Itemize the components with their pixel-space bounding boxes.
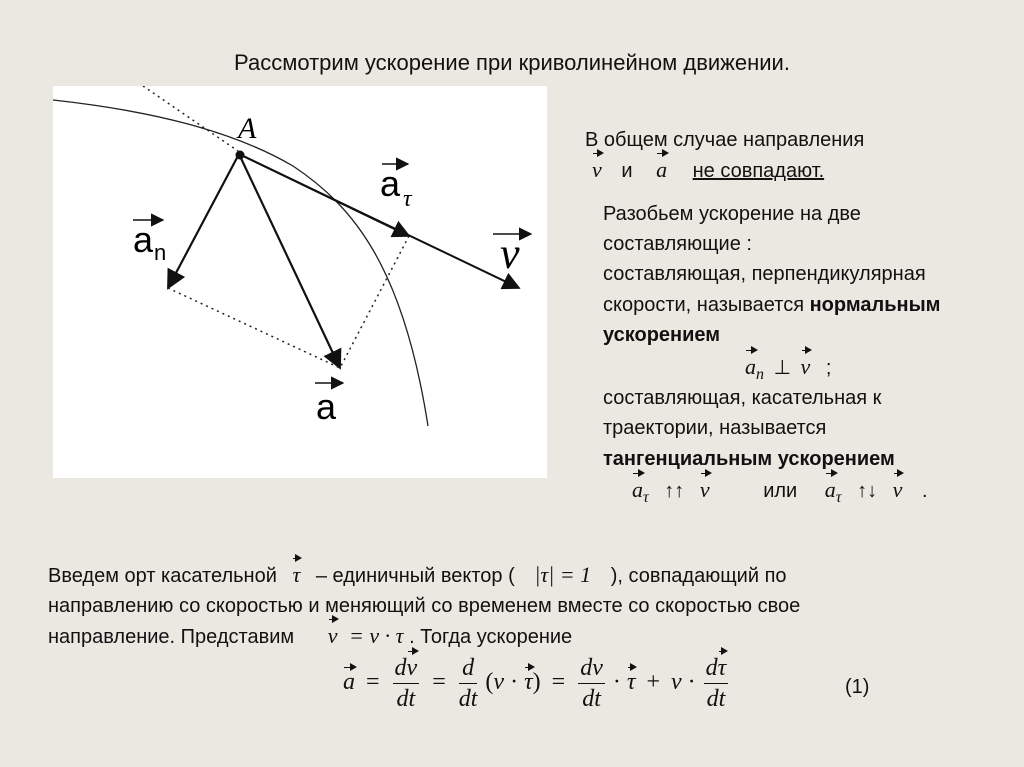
diagram-svg [53,86,547,478]
f-cdot2: · [612,669,621,696]
bottom-line2: направлению со скоростью и меняющий со временем вместе со скоростью свое [48,595,801,617]
f-dt4: dt [706,686,726,712]
f-tau1: τ [524,669,533,696]
f-eq2: = [432,669,446,696]
p2-line1: Разобьем ускорение на две [603,203,861,225]
p1-a-symbol: a [656,155,667,185]
label-point-a: A [238,112,257,145]
f-d4: d [705,655,718,681]
l3a: направление. Представим [48,626,295,648]
p3-normal-bold: нормальным [809,294,941,316]
f-v4: v [671,669,682,696]
point-a [236,151,245,160]
f-v3: v [592,655,603,681]
bottom-line3 [48,621,572,652]
acceleration-formula [343,653,730,714]
f-v1: v [406,655,418,681]
l1a: Введем орт касательной [48,565,277,587]
l3-v-vec: v [328,621,338,651]
anti-symbol: ↑↓ [857,480,878,502]
tangential-relations [632,475,928,513]
at-sub-1: τ [643,489,649,506]
f-frac1 [393,653,420,714]
perp-symbol: ⊥ [773,357,791,379]
f-frac3 [578,653,605,714]
p4-line1: составляющая, касательная к [603,387,882,409]
f-dt2: dt [458,686,478,712]
f-dt3: dt [582,686,601,712]
label-a-tau: a [380,163,401,204]
f-d1: d [394,655,407,681]
p3-line2 [603,290,940,320]
end-dot: . [921,480,928,502]
formula-number: (1) [845,676,870,698]
an-sub: n [756,366,764,383]
p3-line1: составляющая, перпендикулярная [603,263,926,285]
label-a-tau-sub: τ [403,186,412,212]
f-v2: v [493,669,505,696]
p2-line2: составляющие : [603,233,752,255]
f-cdot1: · [510,669,519,696]
label-a: a [316,386,337,427]
v-symbol: v [801,352,811,382]
f-a: a [343,669,355,696]
acceleration-diagram [53,86,547,478]
p4-line2: траектории, называется [603,417,827,439]
at-sub-2: τ [835,489,842,506]
an-symbol: a [745,352,756,382]
f-tau2: τ [626,669,636,696]
f-paren-close: ) [532,669,541,696]
p1-end: не совпадают. [692,160,825,182]
at-symbol-2: a [825,475,836,505]
f-d2: d [459,653,478,684]
f-eq3: = [551,669,566,696]
p1-and: и [621,160,633,182]
f-frac4 [704,653,729,714]
l1c: ), совпадающий по [610,565,787,587]
l3-expr-rest: = v · τ [349,623,404,648]
f-dt1: dt [396,686,416,712]
bottom-line1 [48,560,787,591]
f-tau3: τ [717,655,727,681]
or-word: или [763,480,798,502]
dotted-side-2 [340,236,409,368]
l1b: – единичный вектор ( [315,565,515,587]
p3-line2a: скорости, называется [603,294,810,316]
tangent-dotted [143,86,238,151]
f-d3: d [580,655,593,681]
f-cdot3: · [687,669,696,696]
normal-vector [168,154,239,288]
at-symbol-1: a [632,475,643,505]
p1-line2 [592,155,824,186]
p3-line3: ускорением [603,324,721,346]
semicolon: ; [825,357,832,379]
tau-symbol: τ [292,560,300,590]
l3b: . Тогда ускорение [409,626,573,648]
abs-tau-expr: |τ| = 1 [534,562,592,587]
trajectory-curve [53,100,428,426]
v-symbol-2: v [700,475,710,505]
p1-line1: В общем случае направления [585,129,865,151]
slide-title: Рассмотрим ускорение при криволинейном движении. [234,50,790,75]
label-v: v [500,229,520,278]
f-paren-open: ( [485,669,494,696]
parallel-symbol: ↑↑ [664,480,685,502]
dotted-side-1 [168,288,340,368]
f-plus: + [646,669,661,696]
f-eq1: = [366,669,380,696]
p1-v-symbol: v [592,155,602,185]
acceleration-vector [239,154,340,368]
v-symbol-3: v [893,475,903,505]
label-a-n: a [133,219,154,260]
f-frac2 [459,653,478,714]
label-a-n-sub: n [154,240,167,265]
p4-line3: тангенциальным ускорением [603,448,895,470]
